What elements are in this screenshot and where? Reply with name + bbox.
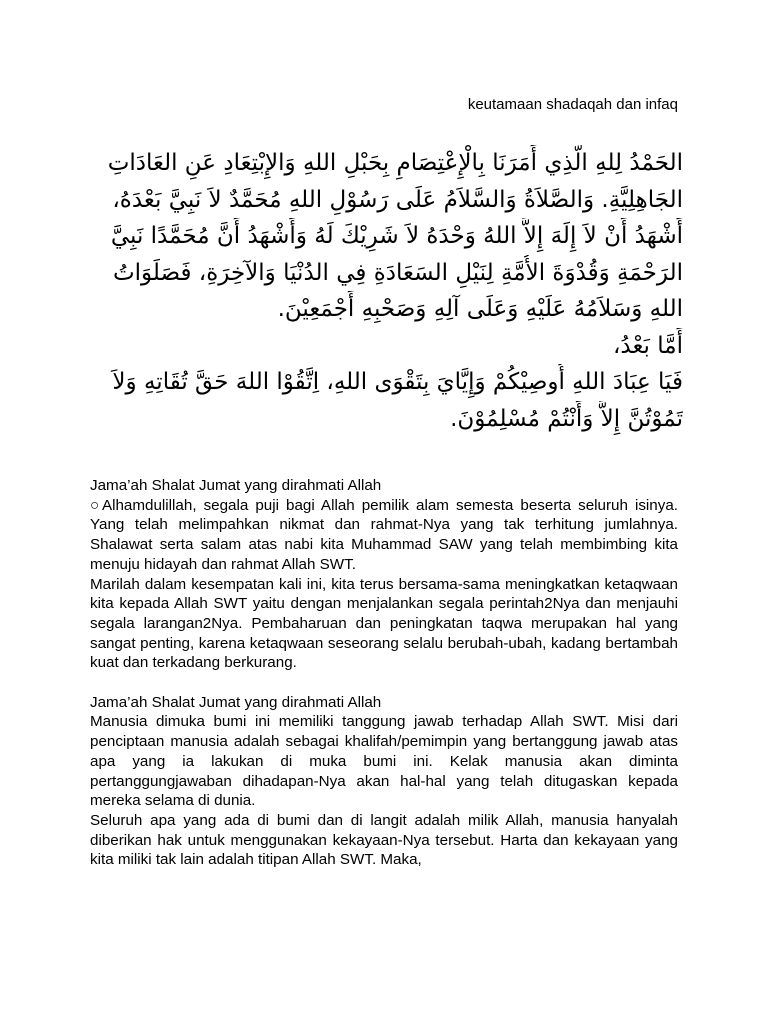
arabic-line: الجَاهِلِيَّةِ. وَالصَّلاَةُ وَالسَّلاَمُ عَلَى رَسُوْلِ اللهِ مُحَمَّدٌ لاَ نَبِيَّ بَعْدَهُ، (112, 186, 683, 213)
paragraph-spacer (90, 673, 678, 693)
arabic-opening-text (85, 145, 683, 437)
arabic-line: أَشْهَدُ أَنْ لاَ إِلَهَ إِلاَّ اللهُ وَحْدَهُ لاَ شَرِيْكَ لَهُ وَأَشْهَدُ أَنَّ مُحَمَّدًا نَبِيَّ (110, 223, 683, 249)
section-heading: Jama’ah Shalat Jumat yang dirahmati Allah (90, 693, 382, 711)
arabic-line: اللهِ وَسَلاَمُهُ عَلَيْهِ وَعَلَى آلِهِ وَصَحْبِهِ أَجْمَعِيْنَ. (277, 296, 683, 322)
document-title: keutamaan shadaqah dan infaq (467, 96, 678, 113)
arabic-line: فَيَا عِبَادَ اللهِ أُوصِيْكُمْ وَإِيَّايَ بِتَقْوَى اللهِ، اِتَّقُوْا اللهَ حَقَّ تُقَاتِهِ وَلاَ (112, 369, 683, 395)
paragraph: Marilah dalam kesempatan kali ini, kita terus bersama-sama meningkatkan ketaqwaan kita kepada Allah SWT yaitu dengan menjalankan segala perintah2Nya dan menjauhi segala larangan2Nya. Pembaharuan dan peningkatan taqwa merupakan hal yang sangat penting, karena ketaqwaan seseorang selalu berubah-ubah, kadang bertambah kuat dan terkadang berkurang. (90, 575, 678, 672)
arabic-line: تَمُوْتُنَّ إِلاَّ وَأَنْتُمْ مُسْلِمُوْنَ. (450, 405, 683, 432)
paragraph: ○Alhamdulillah, segala puji bagi Allah pemilik alam semesta beserta seluruh isinya. Yang telah melimpahkan nikmat dan rahmat-Nya yang tak terhitung jumlahnya. Shalawat serta salam atas nabi kita Muhammad SAW yang telah membimbing kita menuju hidayah dan rahmat Allah SWT. (90, 496, 678, 573)
section-heading: Jama’ah Shalat Jumat yang dirahmati Allah (90, 477, 382, 494)
arabic-line: أَمَّا بَعْدُ، (612, 332, 683, 359)
arabic-line: الحَمْدُ لِلهِ الَّذِي أَمَرَنَا بِالْإِعْتِصَامِ بِحَبْلِ اللهِ وَالإِبْتِعَادِ عَنِ العَادَاتِ (107, 150, 683, 176)
sermon-body (90, 476, 678, 870)
arabic-line: الرَحْمَةِ وَقُدْوَةَ الأُمَّةِ لِنَيْلِ السَعَادَةِ فِي الدُنْيَا وَالآخِرَةِ، فَصَلَوَاتُ (113, 259, 683, 286)
paragraph: Seluruh apa yang ada di bumi dan di langit adalah milik Allah, manusia hanyalah diberikan hak untuk menggunakan kekayaan-Nya tersebut. Harta dan kekayaan yang kita miliki tak lain adalah titipan Allah SWT. Maka, (90, 811, 678, 869)
paragraph: Manusia dimuka bumi ini memiliki tanggung jawab terhadap Allah SWT. Misi dari penciptaan manusia adalah sebagai khalifah/pemimpin yang bertanggung jawab atas apa yang ia lakukan di muka bumi ini. Kelak manusia akan diminta pertanggungjawaban dihadapan-Nya akan hal-hal yang telah ditugaskan kepada mereka selama di dunia. (90, 713, 678, 810)
